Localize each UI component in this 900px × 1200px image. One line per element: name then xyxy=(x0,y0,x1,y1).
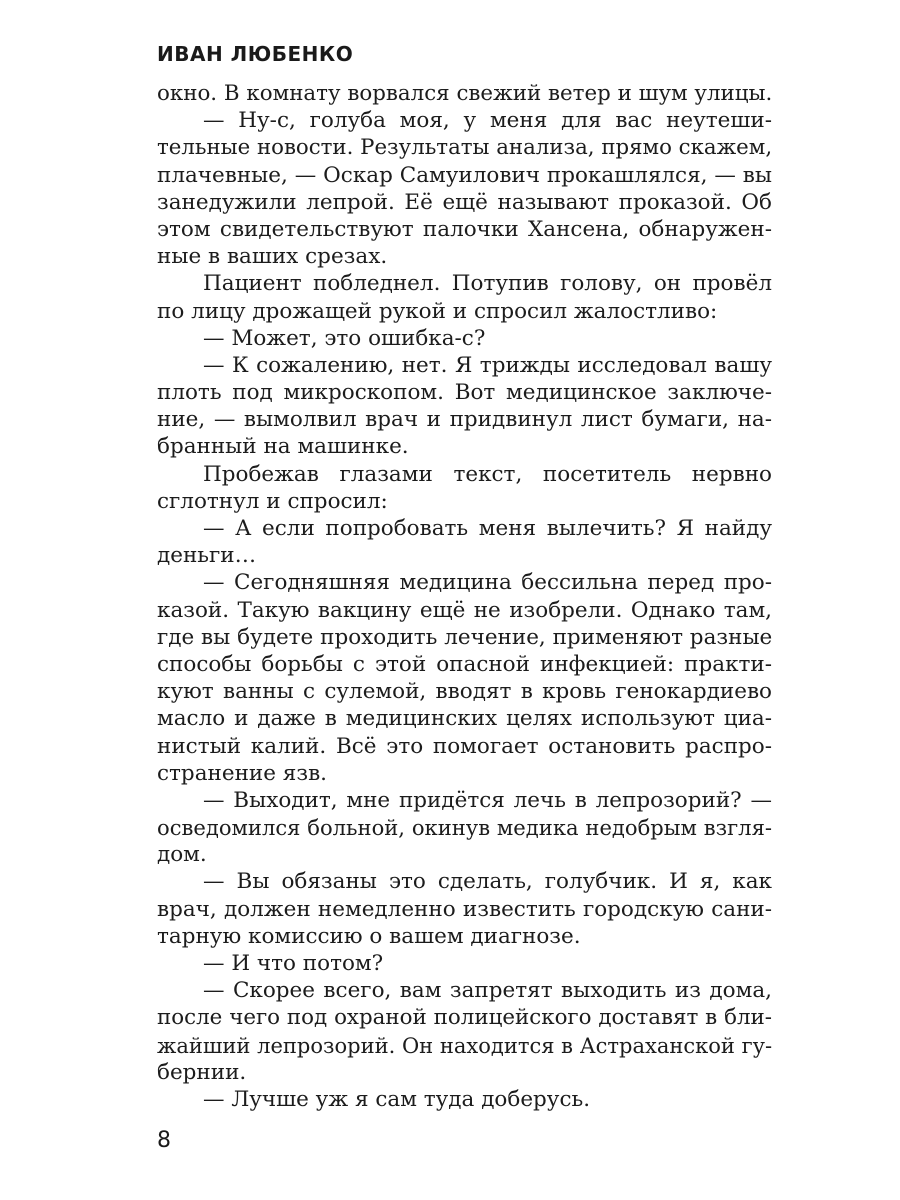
running-header-author: ИВАН ЛЮБЕНКО xyxy=(157,42,354,66)
text-line: — Может, это ошибка-с? xyxy=(203,325,486,351)
text-line: по лицу дрожащей рукой и спросил жалостливо: xyxy=(157,298,718,324)
text-line: окно. В комнату ворвался свежий ветер и шум улицы. xyxy=(157,81,773,106)
text-line: Пробежав глазами текст, посетитель нервно xyxy=(203,461,772,487)
text-line: деньги… xyxy=(157,543,257,569)
text-line: Пациент побледнел. Потупив голову, он провёл xyxy=(203,271,772,297)
text-line: бернии. xyxy=(157,1059,247,1085)
text-line: способы борьбы с этой опасной инфекцией: практи- xyxy=(157,651,772,677)
text-line: сглотнул и спросил: xyxy=(157,488,388,514)
text-line: после чего под охраной полицейского доставят в бли- xyxy=(157,1005,772,1031)
text-line: — Вы обязаны это сделать, голубчик. И я, как xyxy=(203,869,772,895)
text-line: масло и даже в медицинских целях используют циа- xyxy=(157,706,772,732)
text-line: врач, должен немедленно известить городскую сани- xyxy=(157,896,772,922)
text-line: куют ванны с сулемой, вводят в кровь генокардиево xyxy=(157,679,772,705)
text-line: — Лучше уж я сам туда доберусь. xyxy=(203,1086,591,1112)
text-line: нистый калий. Всё это помогает остановить распро- xyxy=(157,733,772,759)
text-line: — Выходит, мне придётся лечь в лепрозорий? — xyxy=(203,787,772,813)
text-line: тарную комиссию о вашем диагнозе. xyxy=(157,923,581,949)
text-line: — Ну-с, голуба моя, у меня для вас неутеши- xyxy=(203,108,772,134)
text-line: занедужили лепрой. Её ещё называют проказой. Об xyxy=(157,189,772,215)
text-line: казой. Такую вакцину ещё не изобрели. Однако там, xyxy=(157,597,772,623)
text-line: — Сегодняшняя медицина бессильна перед про- xyxy=(203,570,772,596)
text-line: — Скорее всего, вам запретят выходить из дома, xyxy=(203,978,772,1004)
text-line: дом. xyxy=(157,842,207,868)
text-line: бранный на машинке. xyxy=(157,434,409,460)
text-line: плачевные, — Оскар Самуилович прокашлялся, — вы xyxy=(157,162,772,188)
text-line: плоть под микроскопом. Вот медицинское заключе- xyxy=(157,380,772,406)
text-line: жайший лепрозорий. Он находится в Астраханской гу- xyxy=(157,1032,773,1058)
page-number: 8 xyxy=(157,1128,171,1153)
body-text xyxy=(157,80,772,1113)
text-line: странение язв. xyxy=(157,760,328,786)
text-line: тельные новости. Результаты анализа, прямо скажем, xyxy=(157,135,773,161)
text-line: — К сожалению, нет. Я трижды исследовал вашу xyxy=(203,352,772,378)
text-line: осведомился больной, окинув медика недобрым взгля- xyxy=(157,815,772,841)
text-line: ные в ваших срезах. xyxy=(157,244,388,270)
text-line: где вы будете проходить лечение, применяют разные xyxy=(157,624,773,650)
text-line: — А если попробовать меня вылечить? Я найду xyxy=(203,516,772,541)
text-line: этом свидетельствуют палочки Хансена, обнаружен- xyxy=(157,216,772,242)
text-line: ние, — вымолвил врач и придвинул лист бумаги, на- xyxy=(157,407,772,433)
text-line: — И что потом? xyxy=(203,951,384,976)
